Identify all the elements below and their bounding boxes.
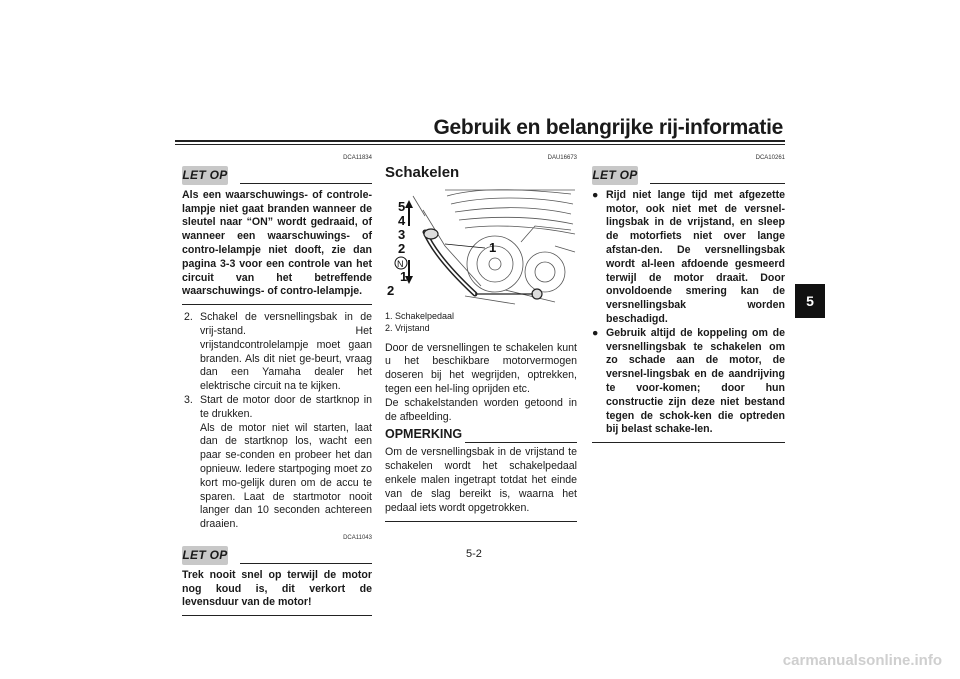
callout-label: 2 xyxy=(387,282,395,298)
caution-end-rule xyxy=(182,304,372,305)
code-label: DCA11043 xyxy=(343,534,372,541)
note-rule xyxy=(465,442,577,443)
figure-caption: 1. Schakelpedaal xyxy=(385,310,455,321)
step-note-text: Als de motor niet wil starten, laat dan de startknop los, wacht een paar se-conden en probeer het dan opnieuw. Iedere startpoging moet zo kort mo-gelijk duren om de accu te sparen. Laat de startmotor nooit langer dan 10 seconden achtereen draaien. xyxy=(200,421,372,531)
caution-text: Trek nooit snel op terwijl de motor nog koud is, dit verkort de levensduur van de motor! xyxy=(182,568,372,609)
caution-end-rule xyxy=(182,615,372,616)
watermark: carmanualsonline.info xyxy=(782,652,942,669)
bullet-text: Gebruik altijd de koppeling om de versnellingsbak te schakelen om zo schade aan de motor, de versnel-lingsbak en de aandrijving te voor-komen; door hun constructie zijn deze niet bestand tegen de schok-ken die optreden bij belast schake-len. xyxy=(606,326,785,436)
right-column xyxy=(592,152,785,443)
caution-end-rule xyxy=(592,442,785,443)
body-text: Door de versnellingen te schakelen kunt u het beschikbare motorvermogen doseren bij het wegrijden, optrekken, tegen een hel-ling oprijden etc. xyxy=(385,341,577,395)
body-text: De schakelstanden worden getoond in de afbeelding. xyxy=(385,396,577,423)
code-label: DAU16673 xyxy=(547,155,577,161)
step-note xyxy=(182,422,372,532)
figure-caption: 2. Vrijstand xyxy=(385,322,430,333)
letop-header xyxy=(592,166,785,185)
gear-label: 3 xyxy=(398,226,406,242)
letop-header xyxy=(182,546,372,565)
code-label: DCA10261 xyxy=(755,155,785,161)
gear-label: 4 xyxy=(398,212,406,228)
step-number: 2. xyxy=(184,311,193,324)
section-heading: Schakelen xyxy=(385,163,460,181)
neutral-label: N xyxy=(397,258,404,269)
header-rule-thin xyxy=(175,144,785,145)
note-end-rule xyxy=(385,521,577,522)
caution-text: Als een waarschuwings- of controle-lampje niet gaat branden wanneer de sleutel naar “ON” wordt gedraaid, of wanneer een waarschuwings- of contro-lelampje niet dooft, zie dan pagina 3-3 voor een controle van het circuit van het betreffende waarschuwings- of contro-lelampje. xyxy=(182,188,372,298)
header-rule xyxy=(175,140,785,142)
steps-list xyxy=(182,311,372,532)
letop-badge: LET OP xyxy=(592,166,638,185)
page-number: 5-2 xyxy=(466,548,482,560)
letop-badge: LET OP xyxy=(182,166,228,185)
letop-badge: LET OP xyxy=(182,546,228,565)
letop-rule xyxy=(240,563,372,564)
left-column xyxy=(182,152,372,616)
step-item xyxy=(182,311,372,394)
bullet-icon: ● xyxy=(592,326,599,339)
caution-bullet xyxy=(592,189,785,327)
note-header xyxy=(385,428,577,445)
middle-column xyxy=(385,152,577,522)
note-heading: OPMERKING xyxy=(385,427,463,442)
gear-label: 2 xyxy=(398,240,406,256)
bullet-icon: ● xyxy=(592,188,599,201)
gear-label: 5 xyxy=(398,198,406,214)
note-text: Om de versnellingsbak in de vrijstand te schakelen wordt het schakelpedaal enkele malen ingetrapt totdat het einde van de slag bereikt is, waarna het pedaal iets wordt opgetrokken. xyxy=(385,446,577,514)
letop-header xyxy=(182,166,372,185)
gear-label: 1 xyxy=(400,268,408,284)
caution-list xyxy=(592,189,785,437)
step-text: Start de motor door de startknop in te drukken. xyxy=(200,393,372,420)
chapter-tab[interactable]: 5 xyxy=(795,284,825,318)
page-title: Gebruik en belangrijke rij-informatie xyxy=(433,116,783,139)
caution-bullet xyxy=(592,327,785,437)
step-number: 3. xyxy=(184,393,193,406)
gear-shift-figure xyxy=(385,186,577,308)
callout-label: 1 xyxy=(489,239,497,255)
code-label: DCA11834 xyxy=(343,155,372,161)
bullet-text: Rijd niet lange tijd met afgezette motor, ook niet met de versnel-lingsbak in de vrijstand, en sleep de motorfiets niet over lange afstan-den. De versnellingsbak wordt al-leen afdoende gesmeerd terwijl de motor draait. Door onvoldoende smering kan de versnellingsbak worden beschadigd. xyxy=(606,188,785,325)
letop-rule xyxy=(240,183,372,184)
step-text: Schakel de versnellingsbak in de vrij-stand. Het vrijstandcontrolelampje moet gaan branden. Als dit niet ge-beurt, vraag dan een Yamaha dealer het elektrische circuit na te kijken. xyxy=(200,311,372,393)
step-item xyxy=(182,394,372,422)
neutral-marker xyxy=(395,257,407,269)
letop-rule xyxy=(650,183,785,184)
